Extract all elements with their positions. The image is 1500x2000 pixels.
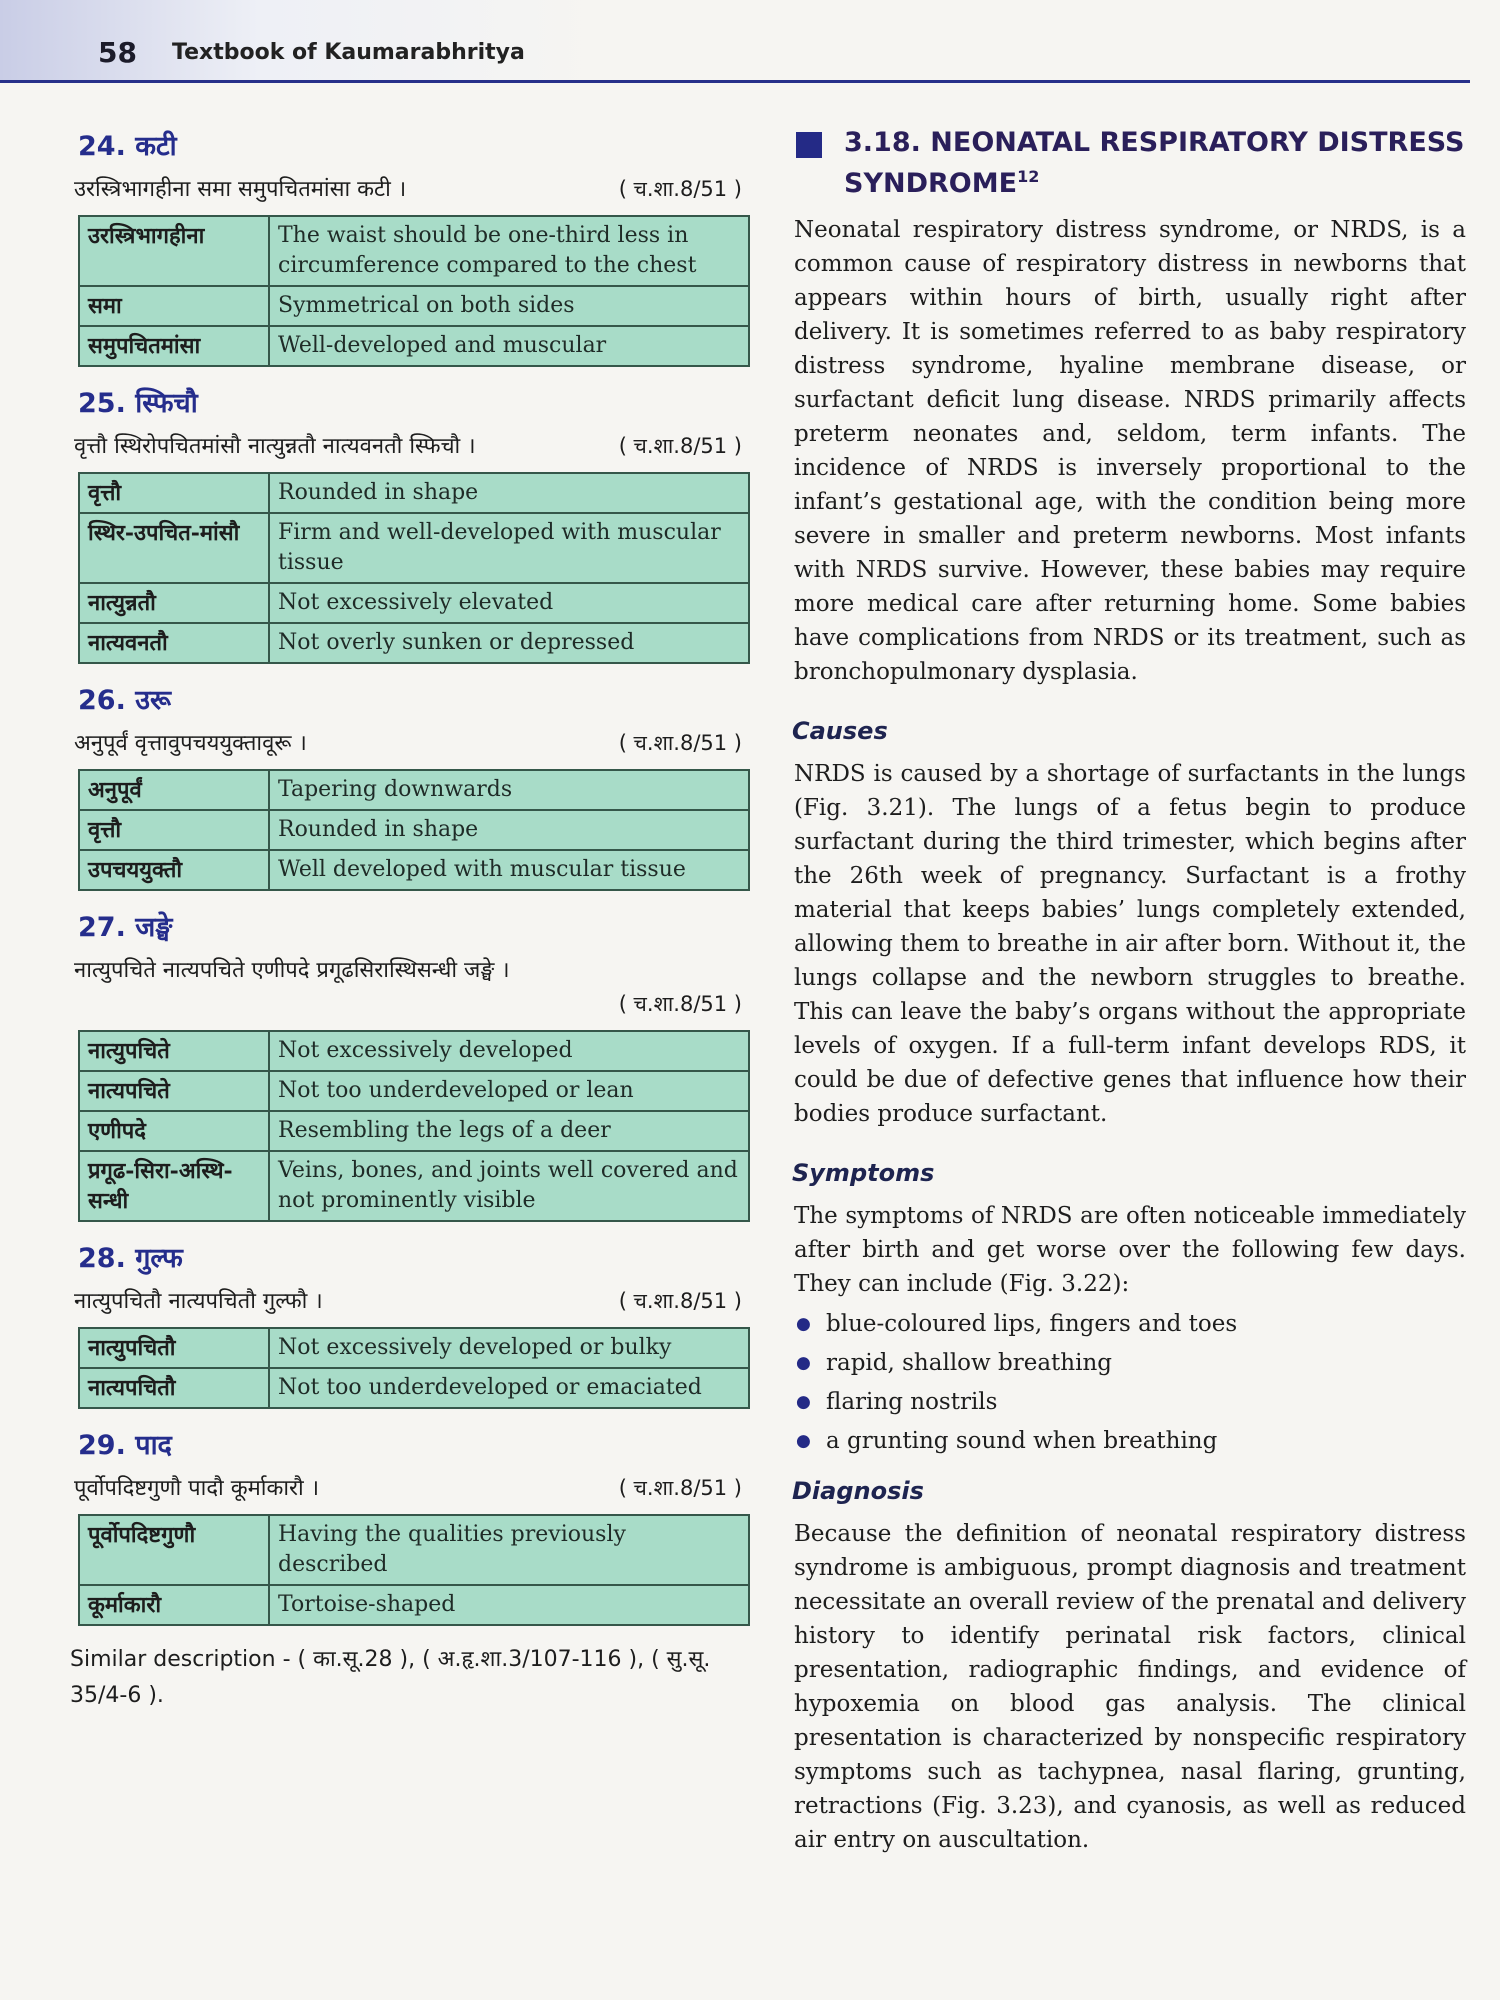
list-item: ● blue-coloured lips, fingers and toes [794,1305,1466,1344]
term-cell: कूर्माकारौ [79,1585,269,1625]
verse-heading: 28. गुल्फ [78,1243,183,1274]
verse-reference: ( च.शा.8/51 ) [618,434,742,458]
section-kati [70,126,750,367]
verse-heading: 29. पाद [78,1430,172,1461]
table-row [79,216,749,286]
meaning-cell: Well-developed and muscular [269,326,749,366]
verse-line [74,1285,742,1315]
table-row [79,1031,749,1071]
meaning-cell: Not overly sunken or depressed [269,623,749,663]
table-row [79,1111,749,1151]
gloss-table [78,769,750,891]
book-title: Textbook of Kaumarabhritya [172,40,525,65]
verse-reference: ( च.शा.8/51 ) [618,992,742,1016]
term-cell: उरस्त्रिभागहीना [79,216,269,286]
verse-line [74,173,742,203]
term-cell: उपचययुक्तौ [79,850,269,890]
intro-paragraph: Neonatal respiratory distress syndrome, or NRDS, is a common cause of respiratory distress in newborns that appears within hours of birth, usually right after delivery. It is sometimes referred to as baby respiratory distress syndrome, hyaline membrane disease, or surfactant deficit lung disease. NRDS primarily affects preterm neonates and, seldom, term infants. The incidence of NRDS is inversely proportional to the infant’s gestational age, with the condition being more severe in smaller and preterm newborns. Most infants with NRDS survive. However, these babies may require more medical care after returning home. Some babies have complications from NRDS or its treatment, such as bronchopulmonary dysplasia. [794,217,1466,685]
meaning-cell: Not excessively developed [269,1031,749,1071]
table-row [79,513,749,583]
table-row [79,1585,749,1625]
right-column [788,126,1466,1873]
gloss-table [78,1514,750,1626]
term-cell: वृत्तौ [79,810,269,850]
table-row [79,583,749,623]
verse-text: वृत्तौ स्थिरोपचितमांसौ नात्युन्नतौ नात्यवनतौ स्फिचौ । [74,434,476,459]
meaning-cell: The waist should be one-third less in circumference compared to the chest [269,216,749,286]
verse-reference: ( च.शा.8/51 ) [618,1476,742,1500]
verse-text: उरस्त्रिभागहीना समा समुपचितमांसा कटी । [74,177,407,202]
meaning-cell: Rounded in shape [269,473,749,513]
verse-reference: ( च.शा.8/51 ) [618,177,742,201]
header-rule [0,80,1470,83]
table-row [79,473,749,513]
section-uru [70,680,750,891]
term-cell: नात्युन्नतौ [79,583,269,623]
verse-text: नात्युपचितौ नात्यपचितौ गुल्फौ । [74,1289,323,1314]
table-row [79,1515,749,1585]
term-cell: प्रगूढ-सिरा-अस्थि-सन्धी [79,1151,269,1221]
verse-line [74,954,742,1018]
meaning-cell: Not too underdeveloped or lean [269,1071,749,1111]
verse-text: पूर्वोपदिष्टगुणौ पादौ कूर्माकारौ । [74,1476,320,1501]
term-cell: एणीपदे [79,1111,269,1151]
meaning-cell: Veins, bones, and joints well covered and not prominently visible [269,1151,749,1221]
term-cell: समा [79,286,269,326]
symptoms-intro: The symptoms of NRDS are often noticeable immediately after birth and get worse over the following few days. They can include (Fig. 3.22): [794,1203,1466,1297]
term-cell: नात्यपचिते [79,1071,269,1111]
symptoms-heading: Symptoms [792,1159,935,1187]
table-row [79,770,749,810]
verse-text: नात्युपचिते नात्यपचिते एणीपदे प्रगूढसिरास्थिसन्धी जङ्घे । [74,958,510,983]
gloss-table [78,472,750,664]
table-row [79,1151,749,1221]
verse-reference: ( च.शा.8/51 ) [618,731,742,755]
meaning-cell: Not excessively developed or bulky [269,1328,749,1368]
section-pada [70,1425,750,1626]
gloss-table [78,1030,750,1222]
footnote-reference: 12 [1017,167,1040,186]
verse-reference: ( च.शा.8/51 ) [618,1289,742,1313]
section-sphichau [70,383,750,664]
meaning-cell: Not too underdeveloped or emaciated [269,1368,749,1408]
verse-heading: 25. स्फिचौ [78,388,198,419]
meaning-cell: Tapering downwards [269,770,749,810]
verse-line [74,430,742,460]
term-cell: नात्युपचितौ [79,1328,269,1368]
meaning-cell: Having the qualities previously described [269,1515,749,1585]
term-cell: अनुपूर्वं [79,770,269,810]
verse-line [74,727,742,757]
verse-heading: 27. जङ्घे [78,912,173,943]
meaning-cell: Not excessively elevated [269,583,749,623]
meaning-cell: Firm and well-developed with muscular tissue [269,513,749,583]
similar-description: Similar description - ( का.सू.28 ), ( अ.हृ.शा.3/107-116 ), ( सु.सू. 35/4-6 ). [70,1647,711,1708]
term-cell: समुपचितमांसा [79,326,269,366]
table-row [79,1071,749,1111]
table-row [79,850,749,890]
term-cell: वृत्तौ [79,473,269,513]
table-row [79,286,749,326]
meaning-cell: Rounded in shape [269,810,749,850]
term-cell: नात्युपचिते [79,1031,269,1071]
section-title [788,126,1466,201]
table-row [79,326,749,366]
table-row [79,810,749,850]
meaning-cell: Tortoise-shaped [269,1585,749,1625]
causes-heading: Causes [792,717,888,745]
verse-text: अनुपूर्वं वृत्तावुपचययुक्तावूरू । [74,731,307,756]
verse-line [74,1472,742,1502]
term-cell: नात्यवनतौ [79,623,269,663]
term-cell: नात्यपचितौ [79,1368,269,1408]
gloss-table [78,215,750,367]
list-item: ● a grunting sound when breathing [794,1422,1466,1461]
table-row [79,623,749,663]
meaning-cell: Well developed with muscular tissue [269,850,749,890]
left-column [70,126,750,1714]
section-gulpha [70,1238,750,1409]
term-cell: पूर्वोपदिष्टगुणौ [79,1515,269,1585]
causes-paragraph: NRDS is caused by a shortage of surfactants in the lungs (Fig. 3.21). The lungs of a fetus begin to produce surfactant during the third trimester, which begins after the 26th week of pregnancy. Surfactant is a frothy material that keeps babies’ lungs completely extended, allowing them to breathe in air after born. Without it, the lungs collapse and the newborn struggles to breathe. This can leave the baby’s organs without the appropriate levels of oxygen. If a full-term infant develops RDS, it could be due of defective genes that influence how their bodies produce surfactant. [794,761,1466,1127]
table-row [79,1368,749,1408]
verse-heading: 26. उरू [78,685,172,716]
gloss-table [78,1327,750,1409]
term-cell: स्थिर-उपचित-मांसौ [79,513,269,583]
table-row [79,1328,749,1368]
symptoms-list [794,1305,1466,1461]
verse-heading: 24. कटी [78,131,177,162]
section-janghe [70,907,750,1222]
meaning-cell: Symmetrical on both sides [269,286,749,326]
section-marker-icon [796,132,822,158]
page-number: 58 [98,36,137,69]
section-title-text: 3.18. NEONATAL RESPIRATORY DISTRESS SYNDROME [844,127,1465,199]
list-item: ● rapid, shallow breathing [794,1344,1466,1383]
diagnosis-paragraph: Because the definition of neonatal respiratory distress syndrome is ambiguous, prompt diagnosis and treatment necessitate an overall review of the prenatal and delivery history to identify perinatal risk factors, clinical presentation, radiographic findings, and evidence of hypoxemia on blood gas analysis. The clinical presentation is characterized by nonspecific respiratory symptoms such as tachypnea, nasal flaring, grunting, retractions (Fig. 3.23), and cyanosis, as well as reduced air entry on auscultation. [794,1521,1466,1853]
diagnosis-heading: Diagnosis [792,1477,924,1505]
meaning-cell: Resembling the legs of a deer [269,1111,749,1151]
list-item: ● flaring nostrils [794,1383,1466,1422]
